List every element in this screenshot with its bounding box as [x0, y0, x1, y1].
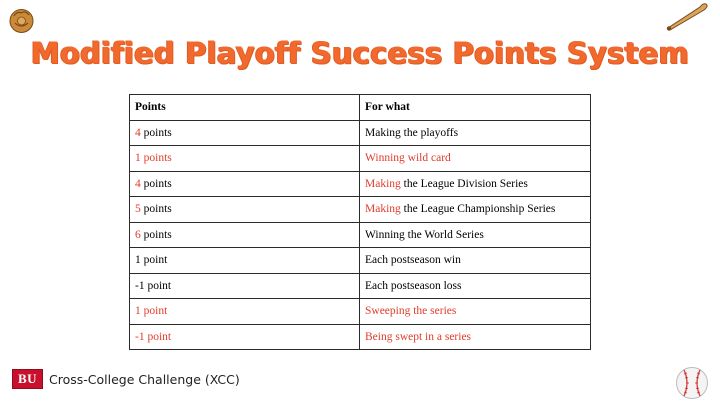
- points-value: 1: [135, 152, 141, 165]
- for-what-highlight: Making: [365, 203, 401, 216]
- for-what-cell: [360, 197, 591, 223]
- points-cell: [130, 222, 360, 248]
- for-what-cell: [360, 299, 591, 325]
- points-unit: point: [140, 254, 168, 267]
- table-row: [130, 146, 591, 172]
- for-what-cell: [360, 146, 591, 172]
- table-row: [130, 273, 591, 299]
- points-value: -1: [135, 279, 145, 292]
- points-value: 1: [135, 254, 141, 267]
- points-unit: points: [140, 177, 172, 190]
- for-what-highlight: Being swept in a series: [365, 330, 472, 343]
- page-title: Modified Playoff Success Points System: [30, 36, 690, 70]
- header-for-what: For what: [360, 95, 591, 121]
- points-unit: points: [140, 203, 172, 216]
- table-row: [130, 171, 591, 197]
- table-row: [130, 197, 591, 223]
- points-unit: point: [144, 279, 172, 292]
- baseball-bat-icon: [664, 3, 710, 31]
- for-what-highlight: Making: [365, 177, 401, 190]
- footer: [12, 369, 240, 389]
- baseball-icon: [675, 366, 709, 400]
- bu-logo: BU: [12, 369, 43, 389]
- points-value: 4: [135, 177, 141, 190]
- points-cell: [130, 324, 360, 350]
- for-what-cell: [360, 222, 591, 248]
- header-points: Points: [130, 95, 360, 121]
- table-header-row: [130, 95, 591, 121]
- for-what-text: Each postseason win: [365, 254, 461, 267]
- for-what-text: Each postseason loss: [365, 279, 462, 292]
- for-what-cell: [360, 171, 591, 197]
- for-what-cell: [360, 120, 591, 146]
- table-row: [130, 120, 591, 146]
- points-value: 4: [135, 126, 141, 139]
- footer-text: Cross-College Challenge (XCC): [49, 371, 240, 387]
- points-cell: [130, 197, 360, 223]
- for-what-text: the League Championship Series: [400, 203, 556, 216]
- for-what-cell: [360, 273, 591, 299]
- points-cell: [130, 248, 360, 274]
- table-row: [130, 324, 591, 350]
- points-unit: points: [140, 152, 172, 165]
- for-what-highlight: Sweeping the series: [365, 305, 457, 318]
- for-what-text: Winning the World Series: [365, 228, 484, 241]
- points-table: [129, 94, 591, 350]
- points-value: 1: [135, 305, 141, 318]
- for-what-text: Making the playoffs: [365, 126, 459, 139]
- points-cell: [130, 120, 360, 146]
- for-what-cell: [360, 324, 591, 350]
- points-value: -1: [135, 330, 145, 343]
- for-what-cell: [360, 248, 591, 274]
- baseball-glove-icon: [8, 7, 35, 34]
- points-value: 5: [135, 203, 141, 216]
- table-row: [130, 299, 591, 325]
- points-cell: [130, 299, 360, 325]
- table-row: [130, 222, 591, 248]
- points-unit: points: [140, 228, 172, 241]
- table-row: [130, 248, 591, 274]
- points-cell: [130, 273, 360, 299]
- points-value: 6: [135, 228, 141, 241]
- points-unit: point: [144, 330, 172, 343]
- points-cell: [130, 146, 360, 172]
- points-cell: [130, 171, 360, 197]
- for-what-highlight: Winning wild card: [365, 152, 451, 165]
- points-unit: point: [140, 305, 168, 318]
- for-what-text: the League Division Series: [400, 177, 528, 190]
- points-unit: points: [140, 126, 172, 139]
